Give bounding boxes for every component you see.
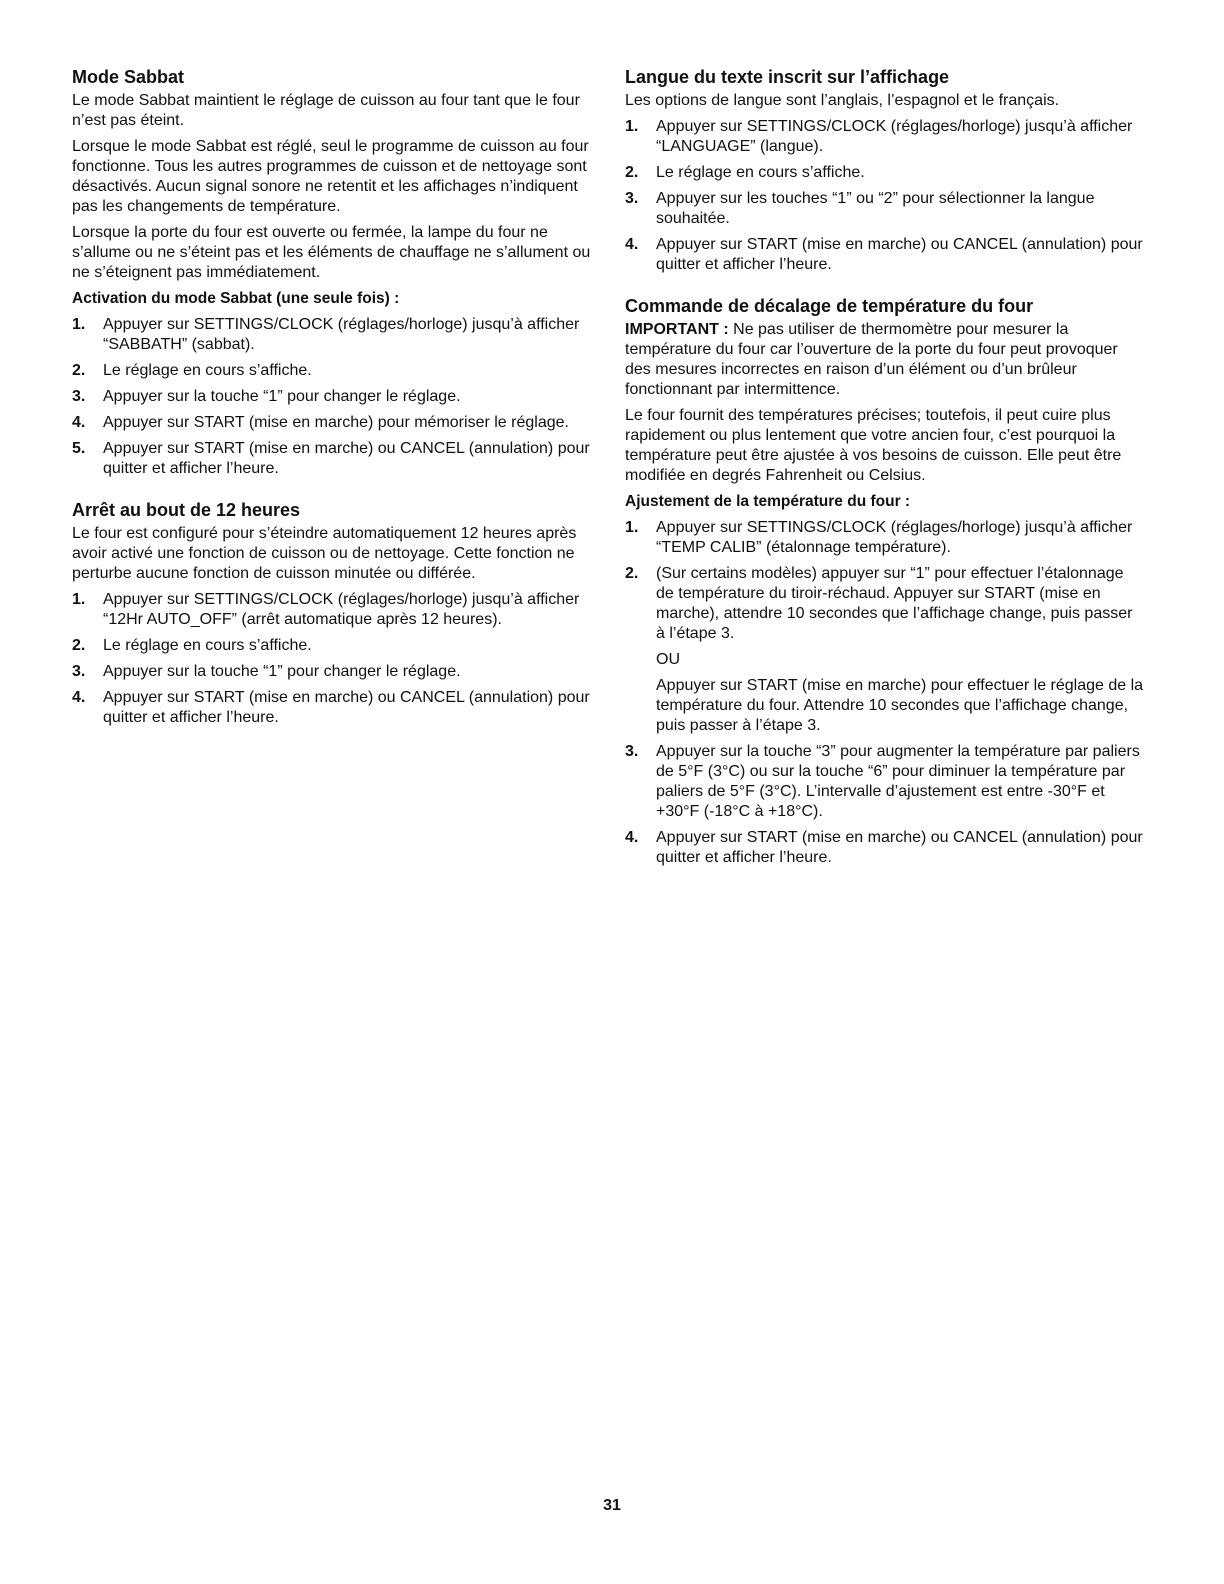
step-number: 4.: [72, 689, 86, 706]
heading-commande-decalage: Commande de décalage de température du four: [625, 296, 1034, 316]
paragraph: Le four est configuré pour s’éteindre automatiquement 12 heures après avoir activé une fonction de cuisson ou de nettoyage. Cette fonction ne perturbe aucune fonction de cuisson minutée ou différée.: [72, 525, 577, 582]
list-item: [72, 315, 592, 355]
step-number: 5.: [72, 440, 86, 457]
step-number: 1.: [72, 591, 86, 608]
list-item: [72, 439, 592, 479]
step-text: Appuyer sur SETTINGS/CLOCK (réglages/horloge) jusqu’à afficher “LANGUAGE” (langue).: [656, 118, 1133, 155]
steps-list-langue: [625, 117, 1145, 275]
section-arret-12-heures: [72, 499, 592, 728]
paragraph: Lorsque le mode Sabbat est réglé, seul le programme de cuisson au four fonctionne. Tous les autres programmes de cuisson et de nettoyage sont désactivés. Aucun signal sonore ne retentit et les affichages n’indiquent pas les changements de température.: [72, 138, 589, 215]
step-number: 3.: [625, 743, 639, 760]
list-item: [72, 387, 592, 407]
step-number: 3.: [625, 190, 639, 207]
step-text: Appuyer sur START (mise en marche) ou CANCEL (annulation) pour quitter et afficher l’heure.: [656, 829, 1143, 866]
heading-mode-sabbat: Mode Sabbat: [72, 67, 185, 87]
steps-list-sabbat: [72, 315, 592, 479]
step-text: Appuyer sur SETTINGS/CLOCK (réglages/horloge) jusqu’à afficher “SABBATH” (sabbat).: [103, 316, 580, 353]
step-number: 4.: [625, 829, 639, 846]
step-text: (Sur certains modèles) appuyer sur “1” pour effectuer l’étalonnage de température du tiroir-réchaud. Appuyer sur START (mise en marche), attendre 10 secondes que l’affichage change, puis passer à l’étape 3.: [656, 565, 1133, 642]
list-item: [625, 163, 1145, 183]
step-number: 1.: [72, 316, 86, 333]
list-item: [625, 117, 1145, 157]
list-item: [72, 636, 592, 656]
step-or: OU: [656, 651, 680, 668]
heading-langue: Langue du texte inscrit sur l’affichage: [625, 67, 950, 87]
list-item: [625, 518, 1145, 558]
step-number: 4.: [72, 414, 86, 431]
step-text: Le réglage en cours s’affiche.: [103, 637, 312, 654]
step-number: 1.: [625, 519, 639, 536]
important-label: IMPORTANT :: [625, 321, 729, 338]
steps-list-ajustement: [625, 518, 1145, 868]
left-column: [72, 66, 592, 748]
list-item: [625, 235, 1145, 275]
step-text: Appuyer sur la touche “3” pour augmenter la température par paliers de 5°F (3°C) ou sur la touche “6” pour diminuer la température par paliers de 5°F (3°C). L’intervalle d’ajustement est entre -30°F et +30°F (-18°C à +18°C).: [656, 743, 1140, 820]
step-alt-text: Appuyer sur START (mise en marche) pour effectuer le réglage de la température du four. Attendre 10 secondes que l’affichage change, puis passer à l’étape 3.: [656, 677, 1144, 734]
section-mode-sabbat: [72, 66, 592, 479]
step-text: Appuyer sur la touche “1” pour changer le réglage.: [103, 663, 461, 680]
step-text: Appuyer sur START (mise en marche) ou CANCEL (annulation) pour quitter et afficher l’heure.: [103, 440, 590, 477]
step-text: Appuyer sur START (mise en marche) ou CANCEL (annulation) pour quitter et afficher l’heure.: [103, 689, 590, 726]
list-item: [625, 828, 1145, 868]
list-item: [72, 413, 592, 433]
step-number: 2.: [625, 565, 639, 582]
list-item: [72, 361, 592, 381]
step-text: Appuyer sur la touche “1” pour changer le réglage.: [103, 388, 461, 405]
step-number: 3.: [72, 663, 86, 680]
paragraph: Lorsque la porte du four est ouverte ou fermée, la lampe du four ne s’allume ou ne s’éteint pas et les éléments de chauffage ne s’allument ou ne s’éteignent pas immédiatement.: [72, 224, 591, 281]
step-text: Appuyer sur START (mise en marche) pour mémoriser le réglage.: [103, 414, 569, 431]
list-item: [625, 564, 1145, 736]
page-number: 31: [603, 1497, 621, 1514]
step-text: Appuyer sur les touches “1” ou “2” pour sélectionner la langue souhaitée.: [656, 190, 1095, 227]
step-number: 2.: [625, 164, 639, 181]
heading-arret-12-heures: Arrêt au bout de 12 heures: [72, 500, 301, 520]
step-text: Le réglage en cours s’affiche.: [103, 362, 312, 379]
list-item: [625, 742, 1145, 822]
section-langue: [625, 66, 1145, 275]
important-text: Ne pas utiliser de thermomètre pour mesurer la température du four car l’ouverture de la porte du four peut provoquer des mesures incorrectes en raison d’un élément ou d’un brûleur fonctionnant par intermittence.: [625, 321, 1118, 398]
paragraph: Le mode Sabbat maintient le réglage de cuisson au four tant que le four n’est pas éteint.: [72, 92, 580, 129]
step-text: Le réglage en cours s’affiche.: [656, 164, 865, 181]
paragraph: Les options de langue sont l’anglais, l’espagnol et le français.: [625, 92, 1060, 109]
step-number: 1.: [625, 118, 639, 135]
important-paragraph: [625, 320, 1145, 400]
section-commande-decalage: [625, 295, 1145, 868]
step-text: Appuyer sur SETTINGS/CLOCK (réglages/horloge) jusqu’à afficher “TEMP CALIB” (étalonnage température).: [656, 519, 1133, 556]
subheading-activation-sabbat: Activation du mode Sabbat (une seule fois) :: [72, 290, 400, 307]
step-number: 2.: [72, 362, 86, 379]
steps-list-arret: [72, 590, 592, 728]
step-number: 4.: [625, 236, 639, 253]
subheading-ajustement: Ajustement de la température du four :: [625, 493, 911, 510]
list-item: [72, 662, 592, 682]
paragraph: Le four fournit des températures précises; toutefois, il peut cuire plus rapidement ou plus lentement que votre ancien four, c’est pourquoi la température peut être ajustée à vos besoins de cuisson. Elle peut être modifiée en degrés Fahrenheit ou Celsius.: [625, 407, 1122, 484]
step-number: 3.: [72, 388, 86, 405]
list-item: [625, 189, 1145, 229]
step-number: 2.: [72, 637, 86, 654]
list-item: [72, 590, 592, 630]
step-text: Appuyer sur START (mise en marche) ou CANCEL (annulation) pour quitter et afficher l’heure.: [656, 236, 1143, 273]
list-item: [72, 688, 592, 728]
right-column: [625, 66, 1145, 888]
step-text: Appuyer sur SETTINGS/CLOCK (réglages/horloge) jusqu’à afficher “12Hr AUTO_OFF” (arrêt automatique après 12 heures).: [103, 591, 580, 628]
